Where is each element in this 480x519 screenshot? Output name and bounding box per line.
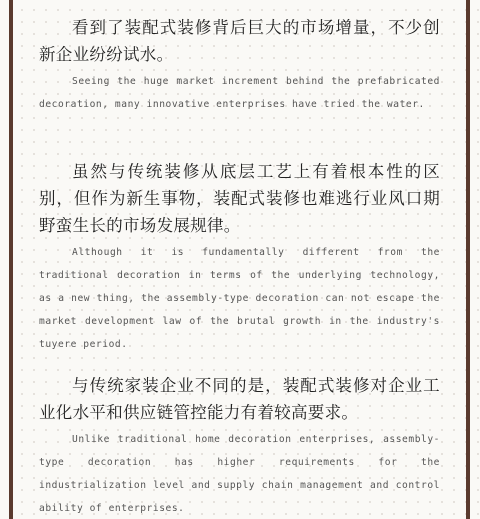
english-translation: Unlike traditional home decoration enterprises, assembly-type decoration has higher requirements for the industrialization level and supply chain management and control ability of enterprises. <box>39 434 440 514</box>
right-border-line <box>466 0 470 519</box>
paragraph-block <box>39 158 440 356</box>
paragraph-block <box>39 372 440 519</box>
paragraph-block <box>39 14 440 116</box>
english-translation: Seeing the huge market increment behind the prefabricated decoration, many innovative enterprises have tried the water. <box>39 76 440 110</box>
chinese-paragraph: 看到了装配式装修背后巨大的市场增量，不少创新企业纷纷试水。 <box>39 18 440 64</box>
left-border-line <box>9 0 13 519</box>
chinese-paragraph: 虽然与传统装修从底层工艺上有着根本性的区别，但作为新生事物，装配式装修也难逃行业风口期野蛮生长的市场发展规律。 <box>39 162 440 235</box>
chinese-paragraph: 与传统家装企业不同的是，装配式装修对企业工业化水平和供应链管控能力有着较高要求。 <box>39 376 440 422</box>
english-translation: Although it is fundamentally different from the traditional decoration in terms of the underlying technology, as a new thing, the assembly-type decoration can not escape the market development law of the brutal growth in the industry's tuyere period. <box>39 247 440 350</box>
